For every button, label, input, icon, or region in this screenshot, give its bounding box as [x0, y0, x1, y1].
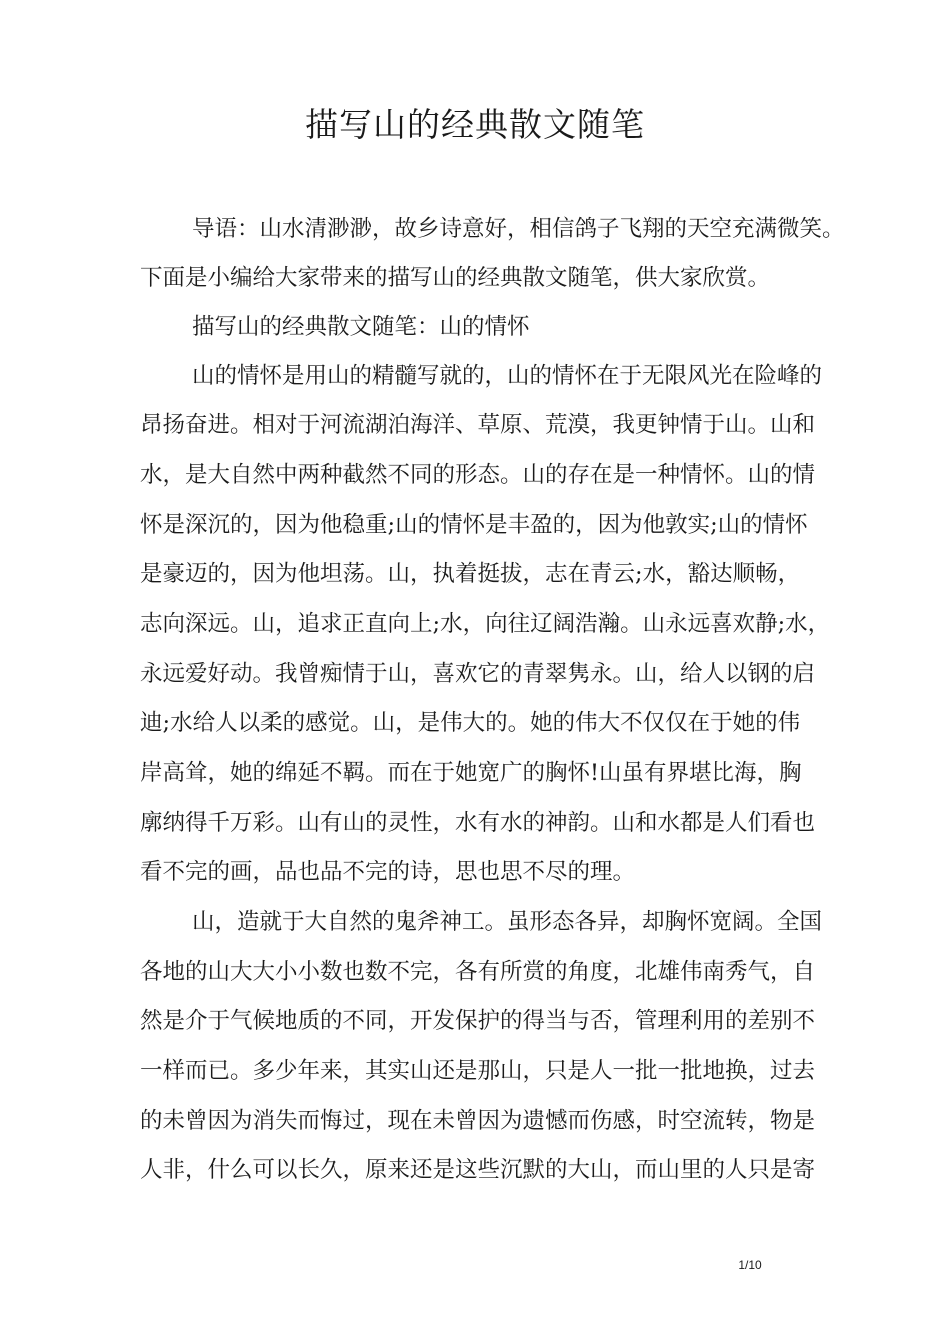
- paragraph-line: 看不完的画，品也品不完的诗，思也思不尽的理。: [140, 859, 636, 885]
- paragraph-line: 然是介于气候地质的不同，开发保护的得当与否，管理利用的差别不: [140, 1008, 816, 1034]
- paragraph-line: 山，造就于大自然的鬼斧神工。虽形态各异，却胸怀宽阔。全国: [192, 909, 823, 935]
- page-number: 1/10: [738, 1258, 762, 1272]
- paragraph-line: 迪;水给人以柔的感觉。山，是伟大的。她的伟大不仅仅在于她的伟: [140, 710, 801, 736]
- paragraph-line: 廓纳得千万彩。山有山的灵性，水有水的神韵。山和水都是人们看也: [140, 810, 816, 836]
- paragraph-line: 志向深远。山，追求正直向上;水，向往辽阔浩瀚。山永远喜欢静;水，: [140, 611, 831, 637]
- paragraph-line: 各地的山大大小小数也数不完，各有所赏的角度，北雄伟南秀气，自: [140, 959, 816, 985]
- paragraph-line: 山的情怀是用山的精髓写就的，山的情怀在于无限风光在险峰的: [192, 363, 823, 389]
- paragraph-line: 水，是大自然中两种截然不同的形态。山的存在是一种情怀。山的情: [140, 462, 816, 488]
- paragraph-line: 是豪迈的，因为他坦荡。山，执着挺拔，志在青云;水，豁达顺畅，: [140, 561, 801, 587]
- intro-line-2: 下面是小编给大家带来的描写山的经典散文随笔，供大家欣赏。: [140, 265, 771, 291]
- intro-line-1: 导语：山水清渺渺，故乡诗意好，相信鸽子飞翔的天空充满微笑。: [192, 216, 845, 242]
- document-title: 描写山的经典散文随笔: [305, 105, 645, 144]
- paragraph-line: 岸高耸，她的绵延不羁。而在于她宽广的胸怀!山虽有界堪比海，胸: [140, 760, 802, 786]
- paragraph-line: 一样而已。多少年来，其实山还是那山，只是人一批一批地换，过去: [140, 1058, 816, 1084]
- paragraph-line: 的未曾因为消失而悔过，现在未曾因为遗憾而伤感，时空流转，物是: [140, 1108, 816, 1134]
- paragraph-line: 怀是深沉的，因为他稳重;山的情怀是丰盈的，因为他敦实;山的情怀: [140, 512, 808, 538]
- paragraph-line: 昂扬奋进。相对于河流湖泊海洋、草原、荒漠，我更钟情于山。山和: [140, 412, 816, 438]
- paragraph-line: 人非，什么可以长久，原来还是这些沉默的大山，而山里的人只是寄: [140, 1157, 816, 1183]
- section-heading: 描写山的经典散文随笔：山的情怀: [192, 314, 530, 340]
- paragraph-line: 永远爱好动。我曾痴情于山，喜欢它的青翠隽永。山，给人以钢的启: [140, 661, 816, 687]
